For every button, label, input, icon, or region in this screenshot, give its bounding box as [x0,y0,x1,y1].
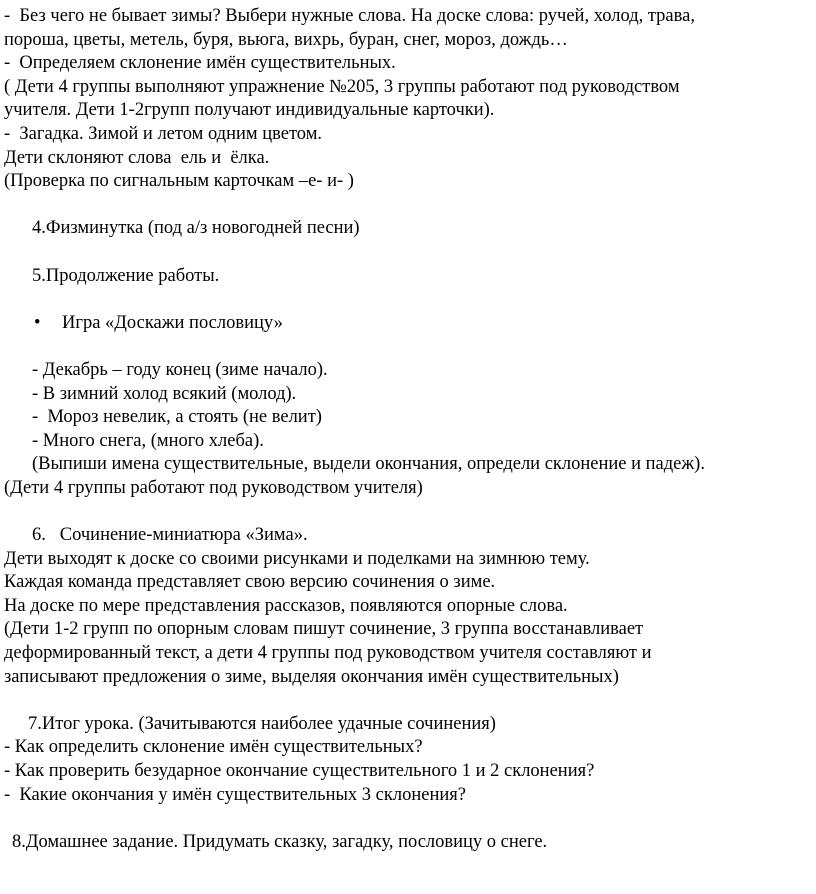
text-line: записывают предложения о зиме, выделяя окончания имён существительных) [4,666,619,687]
blank-line [4,194,816,218]
proverb-line: - Мороз невелик, а стоять (не велит) [32,407,322,428]
text-line: - Определяем склонение имён существительных. [4,53,396,74]
bullet-text: Игра «Доскажи пословицу» [62,312,283,333]
question-line: - Как определить склонение имён существительных? [4,737,423,758]
section-heading: 5.Продолжение работы. [32,265,220,286]
text-line: (Выпиши имена существительные, выдели окончания, определи склонение и падеж). [32,454,705,475]
blank-line [4,241,816,265]
section-heading: 7.Итог урока. (Зачитываются наиболее удачные сочинения) [28,713,496,734]
blank-line [4,807,816,831]
blank-line [4,500,816,524]
proverb-line: - Много снега, (много хлеба). [32,430,264,451]
bullet-item [4,312,816,336]
text-line: пороша, цветы, метель, буря, вьюга, вихрь, буран, снег, мороз, дождь… [4,29,568,50]
blank-line [4,335,816,359]
blank-line [4,288,816,312]
text-line: Каждая команда представляет свою версию сочинения о зиме. [4,572,496,593]
proverb-line: - В зимний холод всякий (молод). [32,383,297,404]
question-line: - Какие окончания у имён существительных 3 склонения? [4,784,466,805]
text-line: деформированный текст, а дети 4 группы под руководством учителя составляют и [4,643,652,664]
text-line: - Без чего не бывает зимы? Выбери нужные слова. На доске слова: ручей, холод, трава, [4,6,695,26]
question-line: - Как проверить безударное окончание существительного 1 и 2 склонения? [4,761,595,781]
bullet-icon: • [34,312,41,333]
text-line: - Загадка. Зимой и летом одним цветом. [4,123,323,144]
text-line: учителя. Дети 1-2групп получают индивидуальные карточки). [4,100,495,121]
text-line: ( Дети 4 группы выполняют упражнение №205, 3 группы работают под руководством [4,76,680,97]
text-line: (Дети 1-2 групп по опорным словам пишут сочинение, 3 группа восстанавливает [4,619,644,640]
proverb-line: - Декабрь – году конец (зиме начало). [32,359,328,380]
text-line: На доске по мере представления рассказов, появляются опорные слова. [4,595,568,616]
text-line: (Проверка по сигнальным карточкам –е- и- ) [4,171,354,192]
section-heading: 4.Физминутка (под а/з новогодней песни) [32,218,360,239]
blank-line [4,689,816,713]
text-line: Дети выходят к доске со своими рисунками и поделками на зимнюю тему. [4,548,590,569]
section-heading: 6. Сочинение-миниатюра «Зима». [32,525,308,546]
section-heading: 8.Домашнее задание. Придумать сказку, загадку, пословицу о снеге. [12,831,548,852]
text-line: Дети склоняют слова ель и ёлка. [4,147,270,168]
text-line: (Дети 4 группы работают под руководством учителя) [4,477,423,498]
